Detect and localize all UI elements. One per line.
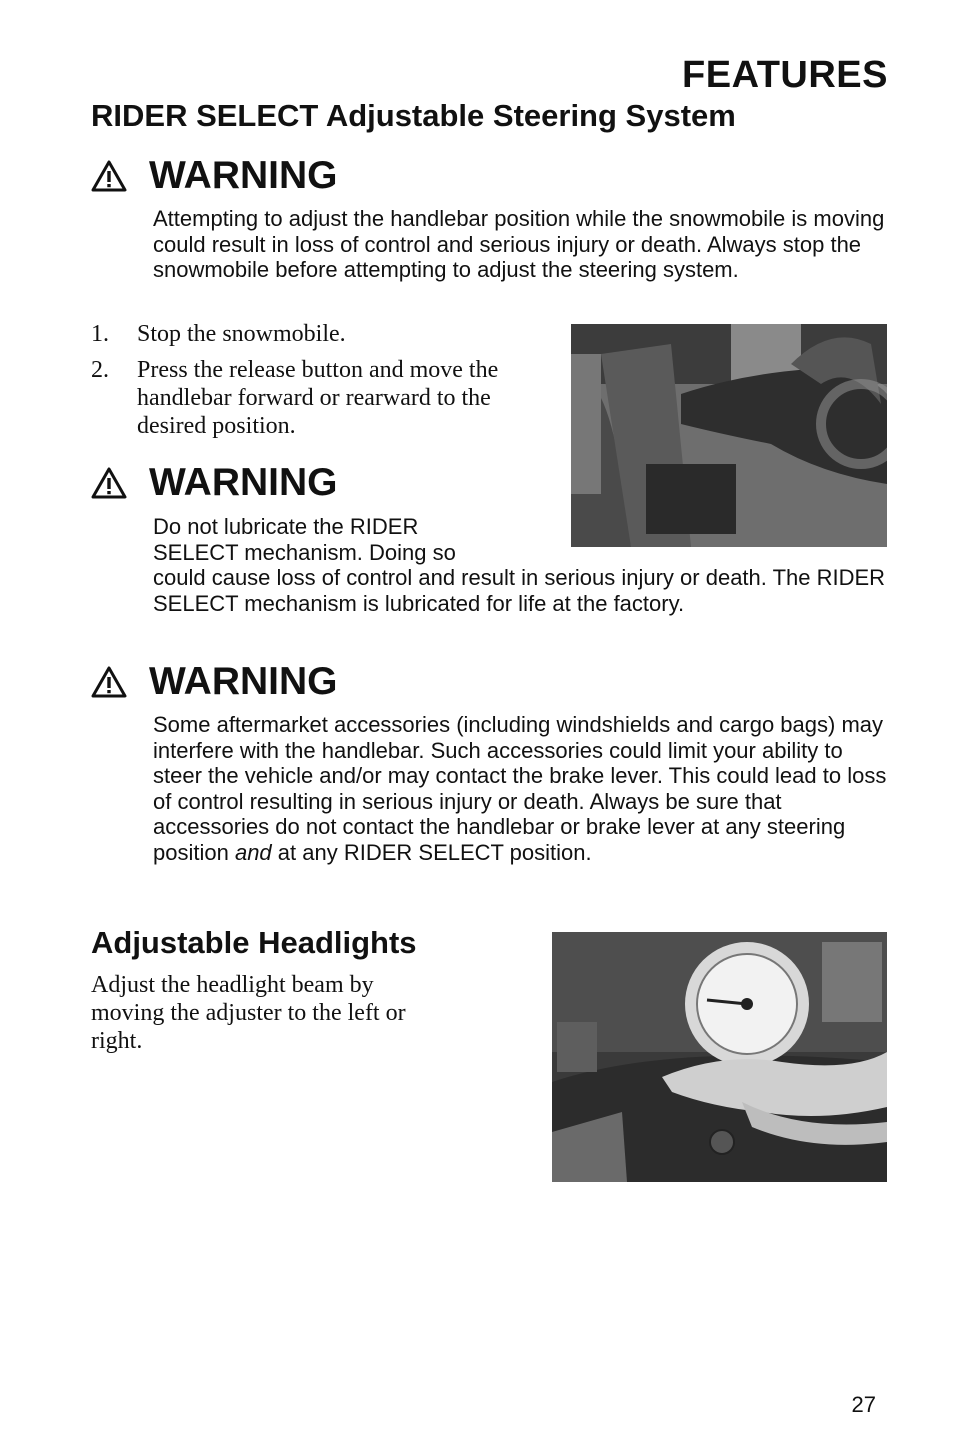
- list-item: [91, 356, 531, 440]
- headlight-adjuster-photo: [552, 932, 887, 1182]
- handlebar-release-photo: [571, 324, 887, 547]
- step-number: 2.: [91, 357, 109, 383]
- step-list: [91, 320, 531, 448]
- warning-text-2a: Do not lubricate the RIDER SELECT mechanism. Doing so: [153, 514, 456, 565]
- warning-text-1: Attempting to adjust the handlebar position while the snowmobile is moving could result in loss of control and serious injury or death. Always stop the snowmobile before attempting to adjust the steering system.: [153, 206, 885, 282]
- step-text: Press the release button and move the handlebar forward or rearward to the desired position.: [137, 357, 499, 439]
- headlights-text: Adjust the headlight beam by moving the adjuster to the left or right.: [91, 972, 406, 1054]
- step-number: 1.: [91, 321, 109, 347]
- warning-heading-1: [91, 154, 338, 198]
- warning-triangle-icon: [91, 467, 127, 499]
- warning-text-3-emphasis: and: [234, 839, 272, 865]
- warning-heading-2: [91, 461, 338, 505]
- warning-label: WARNING: [149, 660, 338, 703]
- warning-heading-3: [91, 660, 338, 704]
- warning-triangle-icon: [91, 160, 127, 192]
- warning-text-3-part1: Some aftermarket accessories (including windshields and cargo bags) may interfere with the handlebar. Such accessories could limit your ability to steer the vehicle and/or may contact the brake lever. This could lead to loss of control resulting in serious injury or death. Always be sure that accessories do not contact the handlebar or brake lever at any steering position: [153, 712, 887, 865]
- warning-label: WARNING: [149, 461, 338, 504]
- warning-text-3: [153, 712, 888, 865]
- page-header: FEATURES: [682, 54, 888, 96]
- warning-text-2b: could cause loss of control and result in serious injury or death. The RIDER SELECT mechanism is lubricated for life at the factory.: [153, 565, 886, 616]
- warning-label: WARNING: [149, 154, 338, 197]
- section-title: RIDER SELECT Adjustable Steering System: [91, 98, 736, 133]
- page-number: 27: [851, 1392, 876, 1417]
- warning-triangle-icon: [91, 666, 127, 698]
- headlights-title: Adjustable Headlights: [91, 925, 417, 960]
- list-item: [91, 320, 531, 348]
- step-text: Stop the snowmobile.: [137, 321, 346, 347]
- warning-text-3-part2: at any RIDER SELECT position.: [271, 839, 592, 865]
